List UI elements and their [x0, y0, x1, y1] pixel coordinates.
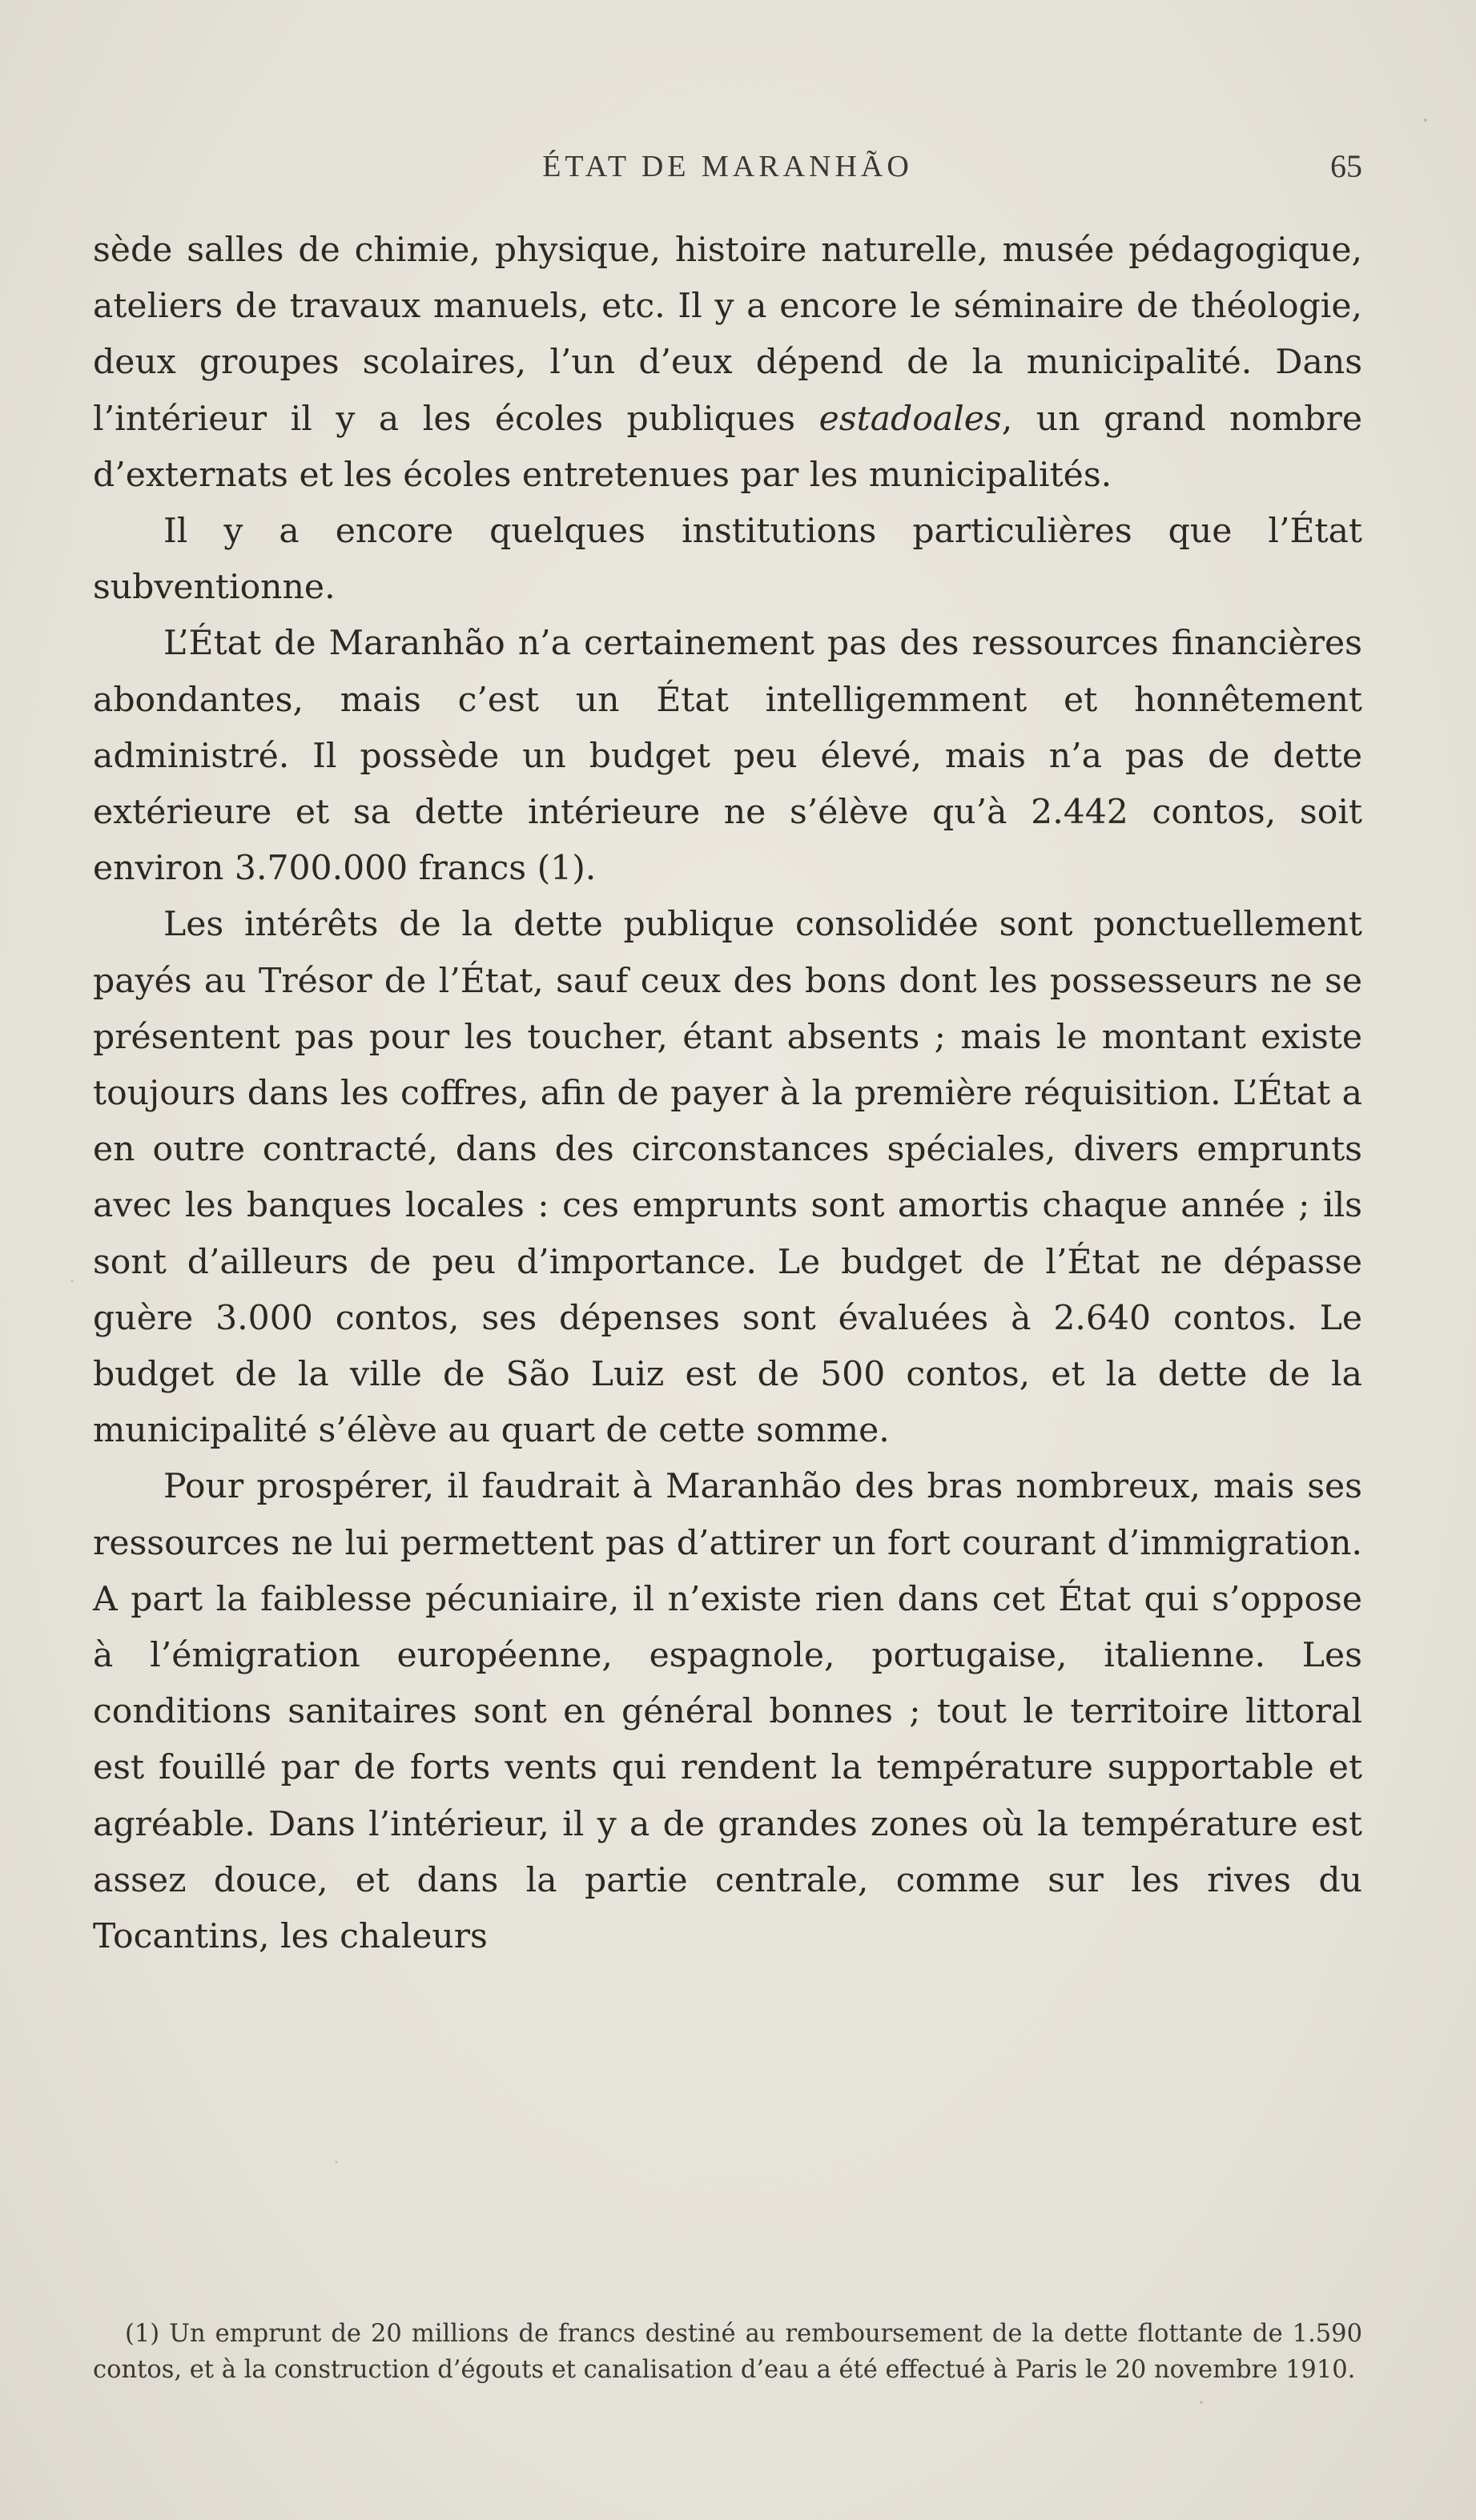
page-number: 65 [1330, 148, 1362, 184]
paragraph: Les intérêts de la dette publique consolidée sont ponctuellement payés au Trésor de l’État, sauf ceux des bons dont les possesseurs ne se présentent pas pour les toucher, étant absents ; mais le montant existe toujours dans les coffres, afin de payer à la première réquisition. L’État a en outre contracté, dans des circonstances spéciales, divers emprunts avec les banques locales : ces emprunts sont amortis chaque année ; ils sont d’ailleurs de peu d’importance. Le budget de l’État ne dépasse guère 3.000 contos, ses dépenses sont évaluées à 2.640 contos. Le budget de la ville de São Luiz est de 500 contos, et la dette de la municipalité s’élève au quart de cette somme. [93, 905, 1362, 1451]
paragraph: L’État de Maranhão n’a certainement pas des ressources financières abondantes, mais c’est un État intelligemment et honnêtement administré. Il possède un budget peu élevé, mais n’a pas de dette extérieure et sa dette intérieure ne s’élève qu’à 2.442 contos, soit environ 3.700.000 francs (1). [93, 624, 1362, 889]
footnote: (1) Un emprunt de 20 millions de francs destiné au remboursement de la dette flottante de 1.590 contos, et à la construction d’égouts et canalisation d’eau a été effectué à Paris le 20 novembre 1910. [93, 2320, 1362, 2384]
paragraph [93, 223, 1362, 504]
running-header [93, 144, 1362, 192]
running-title: ÉTAT DE MARANHÃO [542, 150, 913, 183]
paragraph-text: , un grand nombre d’externats et les écoles entretenues par les municipalités. [93, 399, 1363, 495]
body-text [93, 223, 1362, 1965]
paragraph: Pour prospérer, il faudrait à Maranhão des bras nombreux, mais ses ressources ne lui permettent pas d’attirer un fort courant d’immigration. A part la faiblesse pécuniaire, il n’existe rien dans cet État qui s’oppose à l’émigration européenne, espagnole, portugaise, italienne. Les conditions sanitaires sont en général bonnes ; tout le territoire littoral est fouillé par de forts vents qui rendent la température supportable et agréable. Dans l’intérieur, il y a de grandes zones où la température est assez douce, et dans la partie centrale, comme sur les rives du Tocantins, les chaleurs [93, 1467, 1362, 1957]
paragraph: Il y a encore quelques institutions particulières que l’État subventionne. [93, 512, 1362, 608]
paragraph-text: sède salles de chimie, physique, histoire naturelle, musée pédagogique, ateliers de travaux manuels, etc. Il y a encore le séminaire de théologie, deux groupes scolaires, l’un d’eux dépend de la municipalité. Dans l’intérieur il y a les écoles publiques [93, 231, 1362, 439]
italic-term: estadoales [818, 399, 1002, 439]
